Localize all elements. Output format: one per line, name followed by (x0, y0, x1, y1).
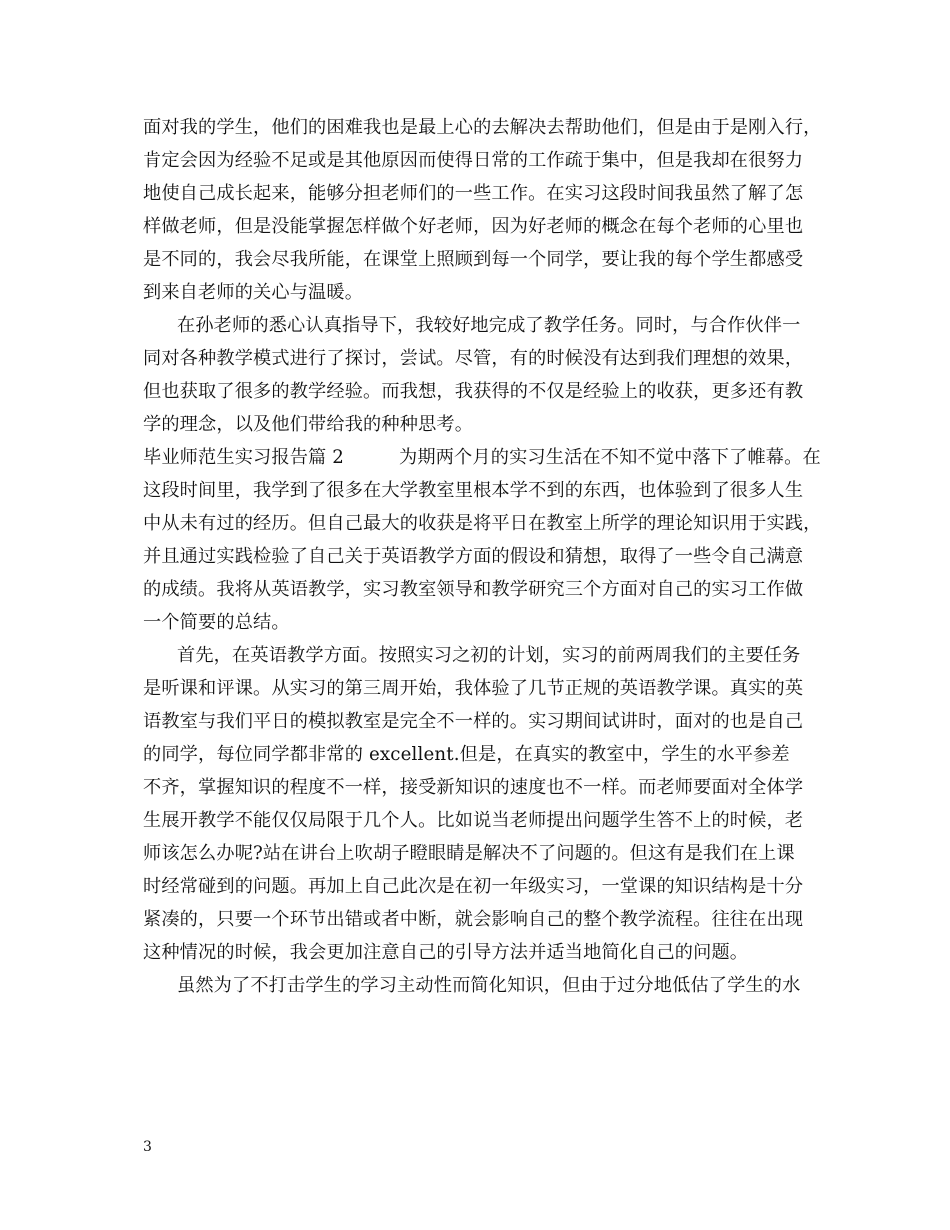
text-line: 同对各种教学模式进行了探讨，尝试。尽管，有的时候没有达到我们理想的效果， (143, 348, 804, 369)
text-line: 不齐，掌握知识的程度不一样，接受新知识的速度也不一样。而老师要面对全体学 (143, 777, 804, 798)
text-line: 生展开教学不能仅仅局限于几个人。比如说当老师提出问题学生答不上的时候，老 (143, 810, 804, 831)
text-line: 是听课和评课。从实习的第三周开始，我体验了几节正规的英语教学课。真实的英 (143, 678, 804, 699)
text-line: 但也获取了很多的教学经验。而我想，我获得的不仅是经验上的收获，更多还有教 (143, 381, 804, 402)
text-line: 一个简要的总结。 (143, 612, 290, 633)
text-line: 时经常碰到的问题。再加上自己此次是在初一年级实习，一堂课的知识结构是十分 (143, 876, 804, 897)
text-line: 地使自己成长起来，能够分担老师们的一些工作。在实习这段时间我虽然了解了怎 (143, 183, 804, 204)
text-line: 师该怎么办呢?站在讲台上吹胡子瞪眼睛是解决不了问题的。但这有是我们在上课 (143, 843, 795, 864)
paragraph-first-line: 首先，在英语教学方面。按照实习之初的计划，实习的前两周我们的主要任务 (177, 645, 801, 666)
text-line: 紧凑的，只要一个环节出错或者中断，就会影响自己的整个教学流程。往往在出现 (143, 909, 804, 930)
text-line: 是不同的，我会尽我所能，在课堂上照顾到每一个同学，要让我的每个学生都感受 (143, 249, 804, 270)
text-line: 的同学，每位同学都非常的 excellent.但是，在真实的教室中，学生的水平参差 (143, 744, 790, 765)
paragraph-first-line: 在孙老师的悉心认真指导下，我较好地完成了教学任务。同时，与合作伙伴一 (177, 315, 801, 336)
text-line: 肯定会因为经验不足或是其他原因而使得日常的工作疏于集中，但是我却在很努力 (143, 150, 804, 171)
text-line: 语教室与我们平日的模拟教室是完全不一样的。实习期间试讲时，面对的也是自己 (143, 711, 804, 732)
text-line: 样做老师，但是没能掌握怎样做个好老师，因为好老师的概念在每个老师的心里也 (143, 216, 804, 237)
text-line: 这段时间里，我学到了很多在大学教室里根本学不到的东西，也体验到了很多人生 (143, 480, 804, 501)
text-line: 并且通过实践检验了自己关于英语教学方面的假设和猜想，取得了一些令自己满意 (143, 546, 804, 567)
page-number: 3 (143, 1139, 152, 1155)
text-line: 中从未有过的经历。但自己最大的收获是将平日在教室上所学的理论知识用于实践， (143, 513, 822, 534)
section-heading-line: 毕业师范生实习报告篇 2 为期两个月的实习生活在不知不觉中落下了帷幕。在 (143, 447, 821, 468)
paragraph-first-line: 虽然为了不打击学生的学习主动性而简化知识，但由于过分地低估了学生的水 (177, 975, 801, 996)
text-line: 到来自老师的关心与温暖。 (143, 282, 364, 303)
text-line: 面对我的学生，他们的困难我也是最上心的去解决去帮助他们，但是由于是刚入行， (143, 117, 822, 138)
text-line: 这种情况的时候，我会更加注意自己的引导方法并适当地简化自己的问题。 (143, 942, 749, 963)
text-line: 学的理念，以及他们带给我的种种思考。 (143, 414, 474, 435)
text-line: 的成绩。我将从英语教学，实习教室领导和教学研究三个方面对自己的实习工作做 (143, 579, 804, 600)
